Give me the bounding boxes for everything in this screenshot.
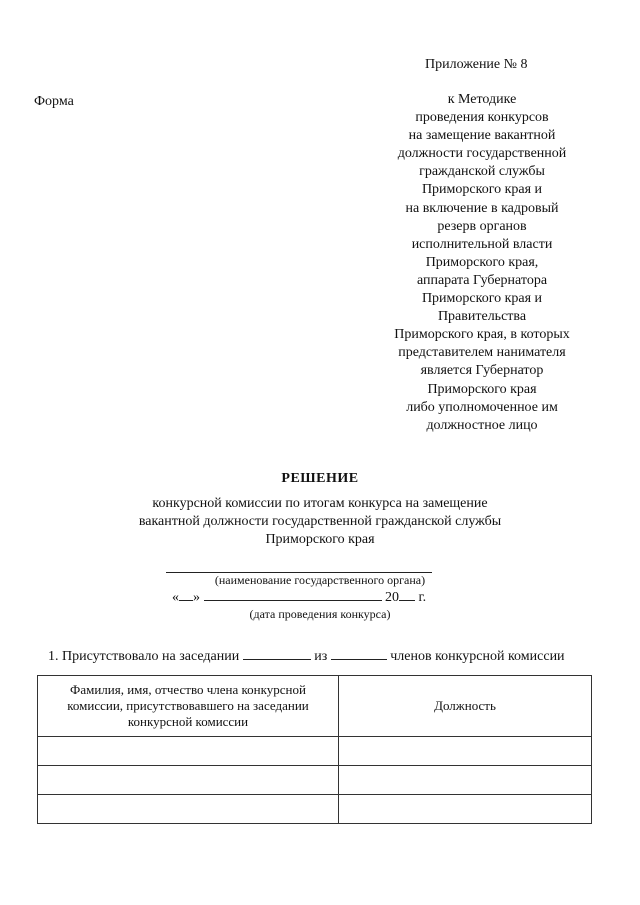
appendix-line: представителем нанимателя [398, 345, 566, 361]
appendix-line: к Методике [447, 92, 517, 107]
appendix-line: резерв органов [437, 218, 527, 234]
attendance-text-end: членов конкурсной комиссии [390, 649, 565, 664]
date-month-blank[interactable] [204, 588, 382, 601]
date-row [172, 588, 426, 606]
appendix-line: на включение в кадровый [405, 200, 559, 216]
appendix-line: должностное лицо [426, 417, 538, 433]
table-cell[interactable] [38, 737, 339, 766]
date-year-blank[interactable] [399, 588, 415, 601]
members-table [37, 675, 592, 824]
appendix-line: на замещение вакантной [408, 128, 556, 144]
present-count-blank[interactable] [243, 647, 311, 660]
appendix-line: аппарата Губернатора [416, 272, 548, 288]
date-open-quote: « [172, 590, 179, 605]
table-row [38, 795, 592, 824]
appendix-line: проведения конкурсов [415, 110, 549, 126]
date-close-quote: » [193, 590, 200, 605]
table-cell[interactable] [38, 766, 339, 795]
table-cell[interactable] [38, 795, 339, 824]
date-year-prefix: 20 [385, 590, 399, 605]
appendix-reference [372, 91, 592, 435]
appendix-line: является Губернатор [420, 363, 544, 379]
appendix-line: Приморского края и [421, 291, 543, 307]
org-name-caption: (наименование государственного органа) [214, 573, 426, 587]
table-cell[interactable] [339, 766, 592, 795]
date-year-suffix: г. [418, 590, 427, 605]
subtitle-line: Приморского края [265, 532, 375, 547]
table-row [38, 737, 592, 766]
subtitle-line: вакантной должности государственной гражданской службы [138, 514, 502, 529]
decision-title: РЕШЕНИЕ [281, 471, 359, 486]
appendix-title: Приложение № 8 [425, 57, 528, 72]
appendix-line: Правительства [437, 309, 527, 325]
total-count-blank[interactable] [331, 647, 387, 660]
appendix-line: должности государственной [397, 146, 567, 162]
table-header-row [38, 676, 592, 737]
table-cell[interactable] [339, 795, 592, 824]
date-day-blank[interactable] [179, 588, 193, 601]
column-header-position: Должность [339, 676, 592, 737]
appendix-line: Приморского края и [421, 182, 543, 198]
table-cell[interactable] [339, 737, 592, 766]
subtitle-line: конкурсной комиссии по итогам конкурса на замещение [152, 496, 488, 511]
attendance-text-start: 1. Присутствовало на заседании [48, 649, 240, 664]
appendix-line: Приморского края [427, 381, 537, 397]
attendance-line [48, 647, 565, 665]
appendix-line: Приморского края, в которых [394, 327, 570, 343]
appendix-line: исполнительной власти [411, 236, 553, 252]
decision-subtitle [60, 495, 580, 549]
appendix-line: гражданской службы [419, 164, 545, 180]
attendance-text-of: из [314, 649, 328, 664]
table-row [38, 766, 592, 795]
column-header-member-name: Фамилия, имя, отчество члена конкурсной комиссии, присутствовавшего на заседании конкурсной комиссии [38, 676, 339, 737]
appendix-line: Приморского края, [425, 254, 539, 270]
form-label: Форма [34, 94, 74, 109]
date-caption: (дата проведения конкурса) [249, 607, 391, 621]
appendix-line: либо уполномоченное им [406, 399, 558, 415]
